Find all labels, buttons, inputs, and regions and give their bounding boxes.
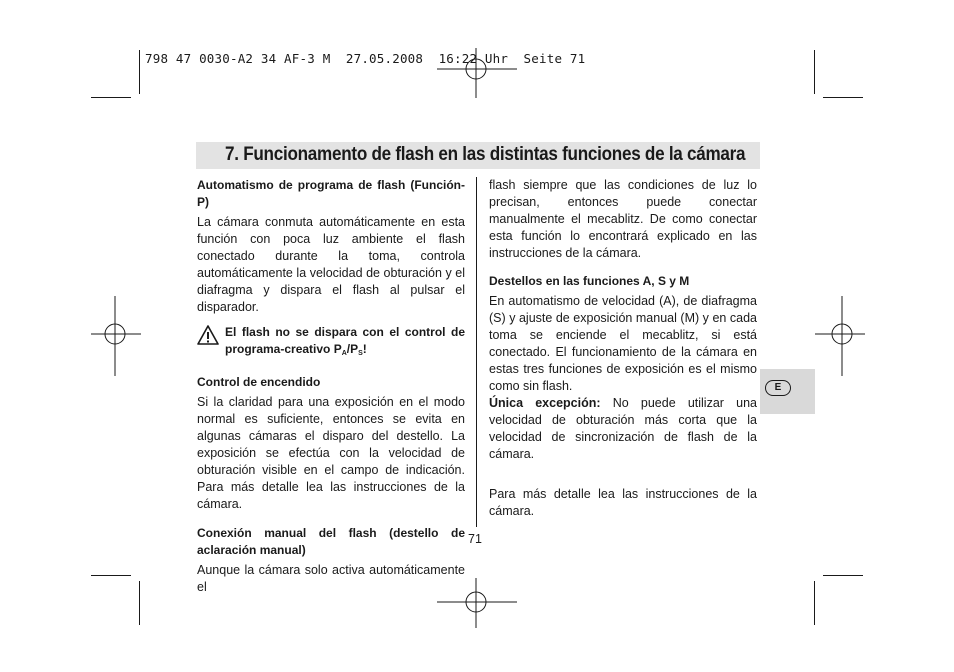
registration-mark-icon	[437, 48, 517, 98]
section-title-bar	[196, 142, 760, 169]
column-divider	[476, 177, 477, 527]
manual-flash-text: Aunque la cámara solo activa automáticamente el	[197, 563, 465, 594]
power-control-text: Si la claridad para una exposición en el modo normal es suficiente, entonces se evita en algunas cámaras el disparo del destello. La exposición se efectúa con la velocidad de obturación visible en el campo de indicación. Para más detalle lea las instrucciones de la cámara.	[197, 395, 465, 511]
warning-subscript-a: A	[341, 350, 347, 357]
print-header: 798 47 0030-A2 34 AF-3 M 27.05.2008 16:22 Uhr Seite 71	[145, 51, 586, 66]
asm-flash-heading: Destellos en las funciones A, S y M	[489, 274, 690, 288]
more-details-text: Para más detalle lea las instrucciones de la cámara.	[489, 487, 757, 518]
registration-mark-icon	[91, 296, 141, 376]
warning-text	[197, 324, 465, 362]
section-title: 7. Funcionamento de flash en las distintas funciones de la cámara	[225, 144, 746, 165]
crop-mark	[91, 575, 131, 576]
page-number: 71	[468, 532, 482, 546]
program-flash-heading: Automatismo de programa de flash (Función-P)	[197, 178, 465, 209]
manual-flash-continued-text: flash siempre que las condiciones de luz lo precisan, entonces puede conectar manualmente el mecablitz. De como conectar esta función lo encontrará explicado en las instrucciones de la cámara.	[489, 178, 757, 260]
crop-mark	[139, 50, 140, 94]
power-control-heading: Control de encendido	[197, 375, 321, 389]
crop-mark	[814, 50, 815, 94]
warning-triangle-icon	[197, 324, 219, 346]
warning-subscript-s: S	[358, 350, 363, 357]
left-column	[197, 177, 465, 596]
exception-text	[489, 395, 757, 463]
warning-text-mid: /P	[346, 342, 359, 356]
warning-note	[197, 324, 465, 362]
language-tab	[760, 369, 815, 414]
asm-flash-text: En automatismo de velocidad (A), de diafragma (S) y ajuste de exposición manual (M) y en cada toma se enciende el mecablitz, si está conectado. El funcionamiento de la cámara en estas tres funciones de exposición es el mismo como sin flash.	[489, 294, 757, 393]
manual-flash-heading: Conexión manual del flash (destello de aclaración manual)	[197, 526, 465, 557]
program-flash-text: La cámara conmuta automáticamente en esta función con poca luz ambiente el flash conectado durante la toma, controla automáticamente la velocidad de obturación y el diafragma y dispara el flash al pulsar el disparador.	[197, 215, 465, 314]
crop-mark	[823, 97, 863, 98]
warning-text-main: El flash no se dispara con el control de programa-creativo P	[225, 325, 465, 356]
warning-text-end: !	[362, 342, 367, 356]
crop-mark	[91, 97, 131, 98]
language-tab-label: E	[765, 380, 791, 396]
crop-mark	[139, 581, 140, 625]
crop-mark	[814, 581, 815, 625]
right-column	[489, 177, 757, 520]
registration-mark-icon	[815, 296, 865, 376]
exception-label: Única excepción:	[489, 396, 601, 410]
exception-body: No puede utilizar una velocidad de obturación más corta que la velocidad de sincronización de flash de la cámara.	[489, 396, 757, 461]
crop-mark	[823, 575, 863, 576]
